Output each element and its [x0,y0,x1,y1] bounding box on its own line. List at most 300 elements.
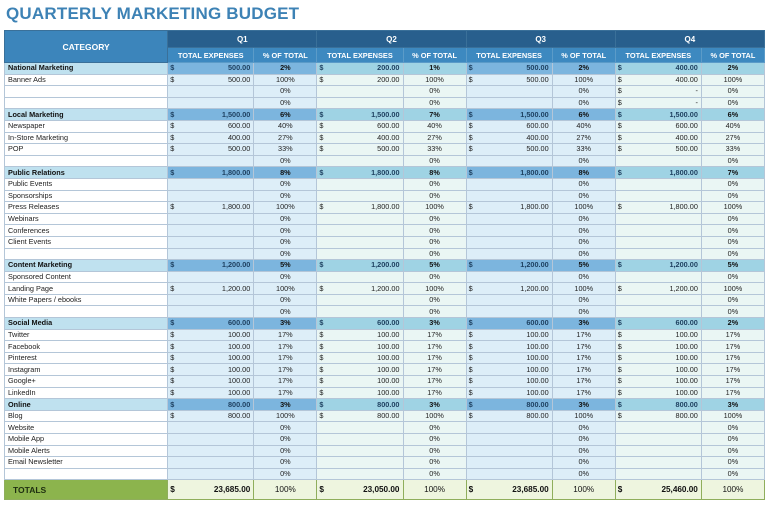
q1-total-expenses-header[interactable]: TOTAL EXPENSES [168,48,254,63]
q3-dollar-sign[interactable] [466,271,480,283]
q1-total-expense-cell[interactable]: 1,200.00 [182,283,254,295]
q3-total-expense-cell[interactable]: 500.00 [480,144,552,156]
q1-dollar-sign[interactable] [168,225,182,237]
q2-pct-cell[interactable]: 0% [403,97,466,109]
q2-total-expense-cell[interactable]: 100.00 [331,376,403,388]
q2-total-expense-cell[interactable]: 200.00 [331,63,403,75]
q4-total-expense-cell[interactable] [629,468,701,480]
q3-total-expense-cell[interactable]: 100.00 [480,387,552,399]
q1-total-expense-cell[interactable]: 100.00 [182,376,254,388]
q2-pct-cell[interactable]: 3% [403,399,466,411]
q1-dollar-sign[interactable] [168,271,182,283]
q2-total-expense-cell[interactable]: 100.00 [331,341,403,353]
q3-pct-cell[interactable]: 0% [552,294,615,306]
q1-total-expense-cell[interactable] [182,434,254,446]
q3-pct-cell[interactable]: 6% [552,109,615,121]
q3-total-expense-cell[interactable] [480,271,552,283]
q3-total-expense-cell[interactable]: 600.00 [480,120,552,132]
q1-pct-cell[interactable]: 17% [254,364,317,376]
q4-dollar-sign[interactable]: $ [615,329,629,341]
q1-total-expense-cell[interactable]: 1,500.00 [182,109,254,121]
q3-pct-cell[interactable]: 3% [552,318,615,330]
q3-dollar-sign[interactable] [466,422,480,434]
q2-total-expense-cell[interactable]: 600.00 [331,318,403,330]
q3-pct-cell[interactable]: 0% [552,434,615,446]
q2-dollar-sign[interactable]: $ [317,120,331,132]
q1-total-expense-cell[interactable]: 1,800.00 [182,202,254,214]
q2-total-expense-cell[interactable]: 1,800.00 [331,202,403,214]
q1-pct-cell[interactable]: 100% [254,283,317,295]
q2-pct-cell[interactable]: 40% [403,120,466,132]
q1-pct-cell[interactable]: 0% [254,178,317,190]
q3-total-expense-cell[interactable] [480,155,552,167]
q4-dollar-sign[interactable]: $ [615,352,629,364]
q4-dollar-sign[interactable]: $ [615,410,629,422]
q3-total-expense-cell[interactable]: 400.00 [480,132,552,144]
totals-q1-pct[interactable]: 100% [254,480,317,500]
q2-total-expense-cell[interactable]: 100.00 [331,387,403,399]
q3-total-expense-cell[interactable] [480,434,552,446]
q2-total-expense-cell[interactable] [331,225,403,237]
q1-pct-cell[interactable]: 0% [254,422,317,434]
q3-pct-cell[interactable]: 0% [552,190,615,202]
q2-pct-cell[interactable]: 0% [403,213,466,225]
q1-pct-cell[interactable]: 0% [254,445,317,457]
q4-pct-header[interactable]: % OF TOTAL [701,48,764,63]
q4-dollar-sign[interactable] [615,178,629,190]
line-item-label[interactable]: Blog [5,410,168,422]
q4-dollar-sign[interactable]: $ [615,63,629,75]
q4-dollar-sign[interactable]: $ [615,376,629,388]
q3-pct-header[interactable]: % OF TOTAL [552,48,615,63]
q2-header[interactable]: Q2 [317,31,466,48]
q2-total-expense-cell[interactable]: 1,200.00 [331,283,403,295]
q2-total-expense-cell[interactable]: 800.00 [331,399,403,411]
q2-pct-cell[interactable]: 0% [403,236,466,248]
q3-total-expense-cell[interactable]: 100.00 [480,376,552,388]
q4-pct-cell[interactable]: 100% [701,74,764,86]
q1-total-expense-cell[interactable]: 500.00 [182,144,254,156]
q2-dollar-sign[interactable]: $ [317,352,331,364]
q1-pct-cell[interactable]: 27% [254,132,317,144]
q1-dollar-sign[interactable] [168,155,182,167]
line-item-label[interactable]: Mobile App [5,434,168,446]
q1-total-expense-cell[interactable] [182,306,254,318]
q2-total-expense-cell[interactable]: 500.00 [331,144,403,156]
q3-dollar-sign[interactable] [466,213,480,225]
q2-total-expense-cell[interactable] [331,445,403,457]
q3-total-expense-cell[interactable]: 800.00 [480,410,552,422]
q2-pct-cell[interactable]: 17% [403,352,466,364]
q1-dollar-sign[interactable]: $ [168,329,182,341]
q2-pct-cell[interactable]: 17% [403,387,466,399]
q1-pct-cell[interactable]: 40% [254,120,317,132]
q2-pct-cell[interactable]: 100% [403,410,466,422]
q1-total-expense-cell[interactable] [182,97,254,109]
q2-pct-cell[interactable]: 0% [403,248,466,260]
q4-pct-cell[interactable]: 100% [701,283,764,295]
q2-pct-cell[interactable]: 0% [403,434,466,446]
q1-pct-cell[interactable]: 0% [254,86,317,98]
q3-pct-cell[interactable]: 0% [552,97,615,109]
q3-dollar-sign[interactable]: $ [466,387,480,399]
q3-dollar-sign[interactable] [466,86,480,98]
q3-total-expense-cell[interactable] [480,457,552,469]
q2-pct-cell[interactable]: 0% [403,468,466,480]
q3-dollar-sign[interactable] [466,306,480,318]
q2-total-expense-cell[interactable]: 1,200.00 [331,260,403,272]
q3-dollar-sign[interactable]: $ [466,144,480,156]
q1-dollar-sign[interactable]: $ [168,387,182,399]
q2-pct-cell[interactable]: 100% [403,74,466,86]
q4-dollar-sign[interactable]: $ [615,341,629,353]
q3-dollar-sign[interactable] [466,457,480,469]
q1-pct-cell[interactable]: 100% [254,410,317,422]
q2-total-expense-cell[interactable] [331,86,403,98]
q3-pct-cell[interactable]: 2% [552,63,615,75]
q3-pct-cell[interactable]: 0% [552,178,615,190]
q3-pct-cell[interactable]: 0% [552,213,615,225]
line-item-label[interactable] [5,306,168,318]
line-item-label[interactable]: Pinterest [5,352,168,364]
q3-dollar-sign[interactable]: $ [466,376,480,388]
q4-pct-cell[interactable]: 2% [701,318,764,330]
q1-total-expense-cell[interactable] [182,271,254,283]
category-header[interactable]: CATEGORY [5,31,168,63]
q4-pct-cell[interactable]: 17% [701,341,764,353]
q2-total-expense-cell[interactable]: 1,500.00 [331,109,403,121]
q3-total-expense-cell[interactable]: 500.00 [480,74,552,86]
q3-dollar-sign[interactable]: $ [466,132,480,144]
q2-total-expense-cell[interactable]: 400.00 [331,132,403,144]
q3-total-expense-cell[interactable] [480,468,552,480]
q3-total-expense-cell[interactable] [480,97,552,109]
q3-pct-cell[interactable]: 0% [552,86,615,98]
q2-dollar-sign[interactable]: $ [317,283,331,295]
q3-total-expense-cell[interactable] [480,178,552,190]
q3-total-expense-cell[interactable]: 100.00 [480,341,552,353]
q1-dollar-sign[interactable] [168,306,182,318]
q1-pct-cell[interactable]: 17% [254,329,317,341]
q4-dollar-sign[interactable]: $ [615,260,629,272]
q4-pct-cell[interactable]: 7% [701,167,764,179]
q2-pct-cell[interactable]: 0% [403,445,466,457]
q4-pct-cell[interactable]: 0% [701,271,764,283]
q1-dollar-sign[interactable] [168,294,182,306]
q3-total-expense-cell[interactable]: 800.00 [480,399,552,411]
q4-total-expense-cell[interactable]: 100.00 [629,352,701,364]
q1-total-expense-cell[interactable]: 100.00 [182,364,254,376]
q2-dollar-sign[interactable] [317,155,331,167]
q2-pct-cell[interactable]: 27% [403,132,466,144]
q1-total-expense-cell[interactable] [182,445,254,457]
q4-dollar-sign[interactable]: $ [615,86,629,98]
q3-dollar-sign[interactable] [466,97,480,109]
q4-total-expense-cell[interactable]: 600.00 [629,318,701,330]
q1-total-expense-cell[interactable] [182,213,254,225]
q4-pct-cell[interactable]: 17% [701,376,764,388]
q1-total-expense-cell[interactable] [182,86,254,98]
q3-pct-cell[interactable]: 27% [552,132,615,144]
q1-total-expense-cell[interactable]: 400.00 [182,132,254,144]
q4-total-expense-cell[interactable]: 100.00 [629,364,701,376]
q1-dollar-sign[interactable]: $ [168,120,182,132]
category-label[interactable]: Content Marketing [5,260,168,272]
q3-total-expense-cell[interactable] [480,236,552,248]
q4-dollar-sign[interactable] [615,190,629,202]
line-item-label[interactable]: Email Newsletter [5,457,168,469]
q1-total-expense-cell[interactable] [182,422,254,434]
q1-dollar-sign[interactable]: $ [168,167,182,179]
q4-total-expense-cell[interactable] [629,445,701,457]
q1-pct-cell[interactable]: 6% [254,109,317,121]
totals-q3-amount[interactable]: 23,685.00 [480,480,552,500]
q3-dollar-sign[interactable] [466,445,480,457]
q2-total-expense-cell[interactable] [331,271,403,283]
q3-total-expense-cell[interactable]: 1,800.00 [480,202,552,214]
q3-dollar-sign[interactable] [466,248,480,260]
q1-total-expense-cell[interactable] [182,468,254,480]
q4-pct-cell[interactable]: 100% [701,202,764,214]
q2-dollar-sign[interactable]: $ [317,318,331,330]
q3-pct-cell[interactable]: 0% [552,468,615,480]
q4-pct-cell[interactable]: 5% [701,260,764,272]
q4-dollar-sign[interactable] [615,294,629,306]
q1-total-expense-cell[interactable]: 1,800.00 [182,167,254,179]
q3-dollar-sign[interactable] [466,236,480,248]
q3-pct-cell[interactable]: 0% [552,248,615,260]
q3-total-expense-cell[interactable]: 100.00 [480,352,552,364]
q2-total-expense-cell[interactable] [331,422,403,434]
q3-dollar-sign[interactable] [466,190,480,202]
q4-total-expense-cell[interactable]: 400.00 [629,63,701,75]
q2-dollar-sign[interactable] [317,248,331,260]
q2-pct-cell[interactable]: 5% [403,260,466,272]
q1-dollar-sign[interactable]: $ [168,109,182,121]
q3-pct-cell[interactable]: 100% [552,410,615,422]
q4-pct-cell[interactable]: 6% [701,109,764,121]
q2-dollar-sign[interactable] [317,271,331,283]
q1-total-expense-cell[interactable] [182,248,254,260]
q3-pct-cell[interactable]: 17% [552,352,615,364]
totals-q4-pct[interactable]: 100% [701,480,764,500]
line-item-label[interactable]: Sponsorships [5,190,168,202]
line-item-label[interactable]: In-Store Marketing [5,132,168,144]
line-item-label[interactable]: Conferences [5,225,168,237]
q2-dollar-sign[interactable]: $ [317,341,331,353]
q2-total-expense-cell[interactable]: 600.00 [331,120,403,132]
q4-pct-cell[interactable]: 0% [701,155,764,167]
category-label[interactable]: National Marketing [5,63,168,75]
q1-dollar-sign[interactable] [168,468,182,480]
line-item-label[interactable] [5,248,168,260]
q2-total-expense-cell[interactable]: 100.00 [331,352,403,364]
q1-pct-cell[interactable]: 0% [254,271,317,283]
q2-total-expense-cell[interactable] [331,190,403,202]
q2-total-expense-cell[interactable] [331,294,403,306]
q2-pct-cell[interactable]: 0% [403,86,466,98]
q4-dollar-sign[interactable]: $ [615,167,629,179]
totals-q4-amount[interactable]: 25,460.00 [629,480,701,500]
totals-q1-amount[interactable]: 23,685.00 [182,480,254,500]
q1-total-expense-cell[interactable]: 600.00 [182,318,254,330]
q2-dollar-sign[interactable]: $ [317,410,331,422]
q1-header[interactable]: Q1 [168,31,317,48]
q1-pct-cell[interactable]: 2% [254,63,317,75]
q4-pct-cell[interactable]: 0% [701,306,764,318]
q2-dollar-sign[interactable] [317,97,331,109]
q1-pct-cell[interactable]: 0% [254,468,317,480]
q2-pct-cell[interactable]: 0% [403,457,466,469]
q4-dollar-sign[interactable] [615,155,629,167]
q1-dollar-sign[interactable] [168,248,182,260]
q1-total-expense-cell[interactable]: 800.00 [182,410,254,422]
q3-pct-cell[interactable]: 17% [552,329,615,341]
line-item-label[interactable]: Mobile Alerts [5,445,168,457]
q1-pct-cell[interactable]: 3% [254,399,317,411]
q4-pct-cell[interactable]: 17% [701,364,764,376]
q2-pct-cell[interactable]: 8% [403,167,466,179]
q1-pct-cell[interactable]: 17% [254,376,317,388]
q4-total-expense-cell[interactable] [629,190,701,202]
q3-pct-cell[interactable]: 0% [552,445,615,457]
q1-pct-header[interactable]: % OF TOTAL [254,48,317,63]
q1-total-expense-cell[interactable]: 100.00 [182,352,254,364]
q2-total-expense-cell[interactable]: 1,800.00 [331,167,403,179]
q1-dollar-sign[interactable] [168,457,182,469]
q1-pct-cell[interactable]: 5% [254,260,317,272]
q1-dollar-sign[interactable]: $ [168,63,182,75]
q4-total-expense-cell[interactable]: 600.00 [629,120,701,132]
q4-dollar-sign[interactable] [615,248,629,260]
q2-dollar-sign[interactable]: $ [317,399,331,411]
q2-total-expense-cell[interactable] [331,213,403,225]
q4-dollar-sign[interactable]: $ [615,202,629,214]
q1-dollar-sign[interactable] [168,213,182,225]
q3-pct-cell[interactable]: 8% [552,167,615,179]
q1-pct-cell[interactable]: 100% [254,202,317,214]
q4-total-expense-cell[interactable]: 400.00 [629,74,701,86]
q3-pct-cell[interactable]: 17% [552,364,615,376]
q2-dollar-sign[interactable]: $ [317,387,331,399]
q3-header[interactable]: Q3 [466,31,615,48]
q1-pct-cell[interactable]: 17% [254,387,317,399]
q2-dollar-sign[interactable] [317,434,331,446]
line-item-label[interactable] [5,155,168,167]
q4-dollar-sign[interactable] [615,306,629,318]
category-label[interactable]: Social Media [5,318,168,330]
q1-dollar-sign[interactable]: $ [168,132,182,144]
q2-pct-header[interactable]: % OF TOTAL [403,48,466,63]
q1-dollar-sign[interactable]: $ [168,260,182,272]
q2-dollar-sign[interactable]: $ [317,376,331,388]
q2-dollar-sign[interactable] [317,86,331,98]
q1-total-expense-cell[interactable]: 1,200.00 [182,260,254,272]
q3-total-expense-cell[interactable]: 1,800.00 [480,167,552,179]
q1-total-expense-cell[interactable]: 100.00 [182,387,254,399]
q1-pct-cell[interactable]: 0% [254,434,317,446]
q4-total-expense-cell[interactable]: 400.00 [629,132,701,144]
q3-pct-cell[interactable]: 17% [552,387,615,399]
q4-dollar-sign[interactable]: $ [615,399,629,411]
q3-dollar-sign[interactable] [466,294,480,306]
line-item-label[interactable]: Public Events [5,178,168,190]
q2-pct-cell[interactable]: 0% [403,178,466,190]
line-item-label[interactable]: Website [5,422,168,434]
q4-pct-cell[interactable]: 0% [701,445,764,457]
q3-total-expense-cell[interactable] [480,306,552,318]
q3-pct-cell[interactable]: 100% [552,74,615,86]
q2-dollar-sign[interactable] [317,445,331,457]
totals-q2-amount[interactable]: 23,050.00 [331,480,403,500]
q2-total-expense-cell[interactable] [331,97,403,109]
q4-dollar-sign[interactable] [615,213,629,225]
q1-total-expense-cell[interactable] [182,294,254,306]
q4-total-expense-cell[interactable] [629,294,701,306]
q1-dollar-sign[interactable]: $ [168,410,182,422]
q1-pct-cell[interactable]: 17% [254,341,317,353]
q4-total-expense-cell[interactable] [629,306,701,318]
q3-pct-cell[interactable]: 0% [552,306,615,318]
q2-dollar-sign[interactable] [317,468,331,480]
totals-q2-pct[interactable]: 100% [403,480,466,500]
q3-pct-cell[interactable]: 0% [552,271,615,283]
q3-total-expense-cell[interactable]: 100.00 [480,329,552,341]
q3-total-expense-cell[interactable] [480,445,552,457]
line-item-label[interactable]: Webinars [5,213,168,225]
line-item-label[interactable]: Google+ [5,376,168,388]
q2-dollar-sign[interactable]: $ [317,364,331,376]
q1-dollar-sign[interactable]: $ [168,376,182,388]
q3-dollar-sign[interactable]: $ [466,318,480,330]
q2-dollar-sign[interactable] [317,225,331,237]
q4-dollar-sign[interactable]: $ [615,364,629,376]
q1-total-expense-cell[interactable] [182,155,254,167]
q3-total-expense-cell[interactable] [480,422,552,434]
q2-dollar-sign[interactable]: $ [317,202,331,214]
q4-dollar-sign[interactable]: $ [615,109,629,121]
q2-total-expense-cell[interactable]: 200.00 [331,74,403,86]
q1-total-expense-cell[interactable] [182,457,254,469]
q2-total-expense-cell[interactable]: 100.00 [331,364,403,376]
q2-dollar-sign[interactable] [317,457,331,469]
q2-total-expense-cell[interactable] [331,468,403,480]
q3-pct-cell[interactable]: 17% [552,376,615,388]
q3-total-expense-cell[interactable]: 1,200.00 [480,283,552,295]
q3-pct-cell[interactable]: 3% [552,399,615,411]
q1-dollar-sign[interactable]: $ [168,399,182,411]
q1-total-expense-cell[interactable]: 600.00 [182,120,254,132]
q3-dollar-sign[interactable] [466,225,480,237]
q3-pct-cell[interactable]: 17% [552,341,615,353]
q1-pct-cell[interactable]: 8% [254,167,317,179]
q1-dollar-sign[interactable] [168,434,182,446]
q4-dollar-sign[interactable]: $ [615,74,629,86]
q2-pct-cell[interactable]: 1% [403,63,466,75]
q1-total-expense-cell[interactable] [182,190,254,202]
q3-dollar-sign[interactable]: $ [466,109,480,121]
q4-pct-cell[interactable]: 0% [701,294,764,306]
q4-total-expense-cell[interactable]: 800.00 [629,399,701,411]
q1-dollar-sign[interactable]: $ [168,352,182,364]
q2-dollar-sign[interactable]: $ [317,74,331,86]
q4-total-expense-cell[interactable]: 100.00 [629,329,701,341]
q4-total-expense-cell[interactable] [629,178,701,190]
q3-dollar-sign[interactable] [466,155,480,167]
q2-total-expense-cell[interactable] [331,434,403,446]
q4-header[interactable]: Q4 [615,31,764,48]
q1-total-expense-cell[interactable] [182,236,254,248]
